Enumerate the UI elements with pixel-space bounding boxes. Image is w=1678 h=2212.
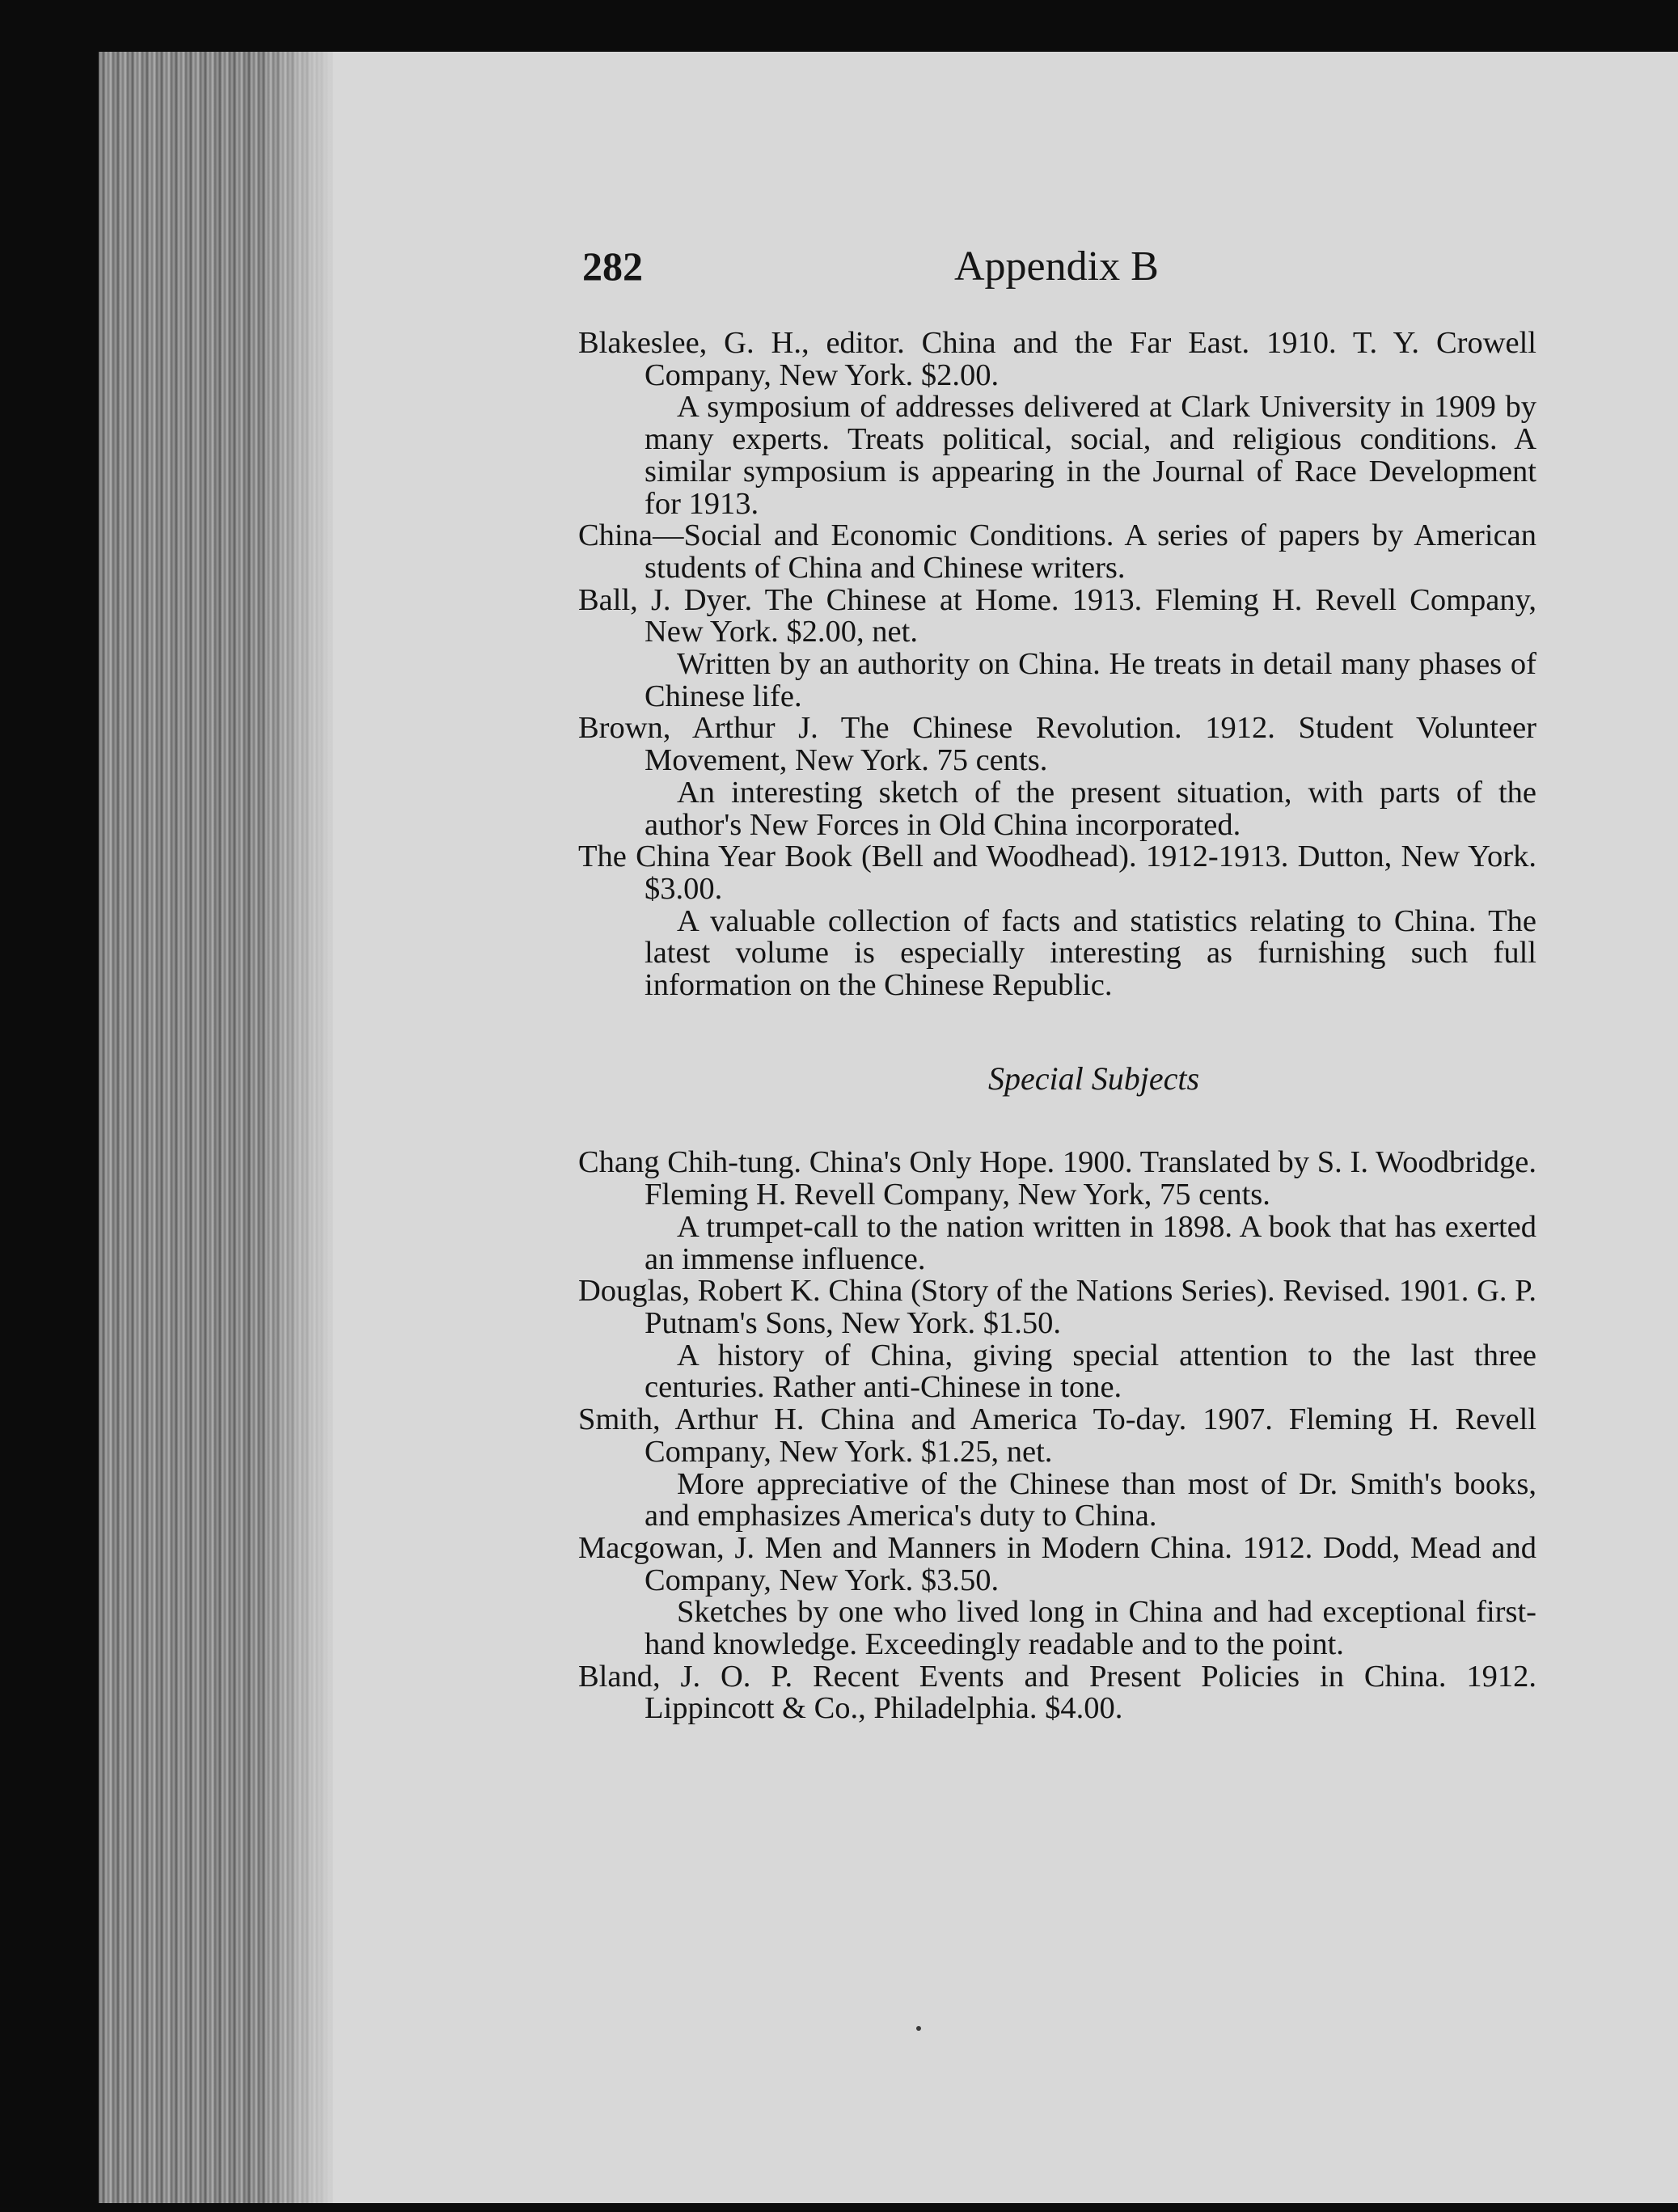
section-heading: Special Subjects [987, 1059, 1200, 1097]
bib-entry [578, 1404, 1536, 1533]
entry-citation: Bland, J. O. P. Recent Events and Present Policies in China. 1912. Lippincott & Co., Philadelphia. $4.00. [578, 1659, 1536, 1726]
entry-annotation: Sketches by one who lived long in China and had exceptional first-hand knowledge. Exceedingly readable and to the point. [645, 1595, 1536, 1662]
entry-citation: China—Social and Economic Conditions. A series of papers by American students of China and Chinese writers. [578, 518, 1536, 585]
bib-entry [578, 328, 1536, 520]
bib-entry [578, 1147, 1536, 1275]
ink-speck [916, 2026, 921, 2031]
entry-citation: The China Year Book (Bell and Woodhead). 1912-1913. Dutton, New York. $3.00. [578, 840, 1536, 906]
entry-citation: Chang Chih-tung. China's Only Hope. 1900. Translated by S. I. Woodbridge. Fleming H. Revell Company, New York, 75 cents. [578, 1145, 1536, 1212]
bib-entry [578, 841, 1536, 1002]
page-number: 282 [582, 243, 643, 289]
entry-annotation: More appreciative of the Chinese than most of Dr. Smith's books, and emphasizes America's duty to China. [645, 1466, 1536, 1533]
entry-annotation: Written by an authority on China. He treats in detail many phases of Chinese life. [645, 647, 1536, 713]
bib-entry [578, 1530, 1536, 1662]
bib-entry [578, 1661, 1536, 1725]
page-edges [99, 52, 333, 2203]
entry-annotation: A history of China, giving special attention to the last three centuries. Rather anti-Chinese in tone. [645, 1338, 1536, 1405]
entry-annotation: An interesting sketch of the present situation, with parts of the author's New Forces in Old China incorporated. [645, 775, 1536, 842]
page-header [582, 243, 1658, 307]
running-title: Appendix B [954, 243, 1159, 290]
bib-entry [578, 713, 1536, 841]
bibliography [578, 328, 1536, 1725]
entry-citation: Douglas, Robert K. China (Story of the Nations Series). Revised. 1901. G. P. Putnam's Sons, New York. $1.50. [578, 1274, 1536, 1340]
entry-annotation: A trumpet-call to the nation written in 1898. A book that has exerted an immense influence. [645, 1209, 1536, 1276]
entry-citation: Smith, Arthur H. China and America To-day. 1907. Fleming H. Revell Company, New York. $1.25, net. [578, 1402, 1536, 1469]
entry-citation: Macgowan, J. Men and Manners in Modern China. 1912. Dodd, Mead and Company, New York. $3.50. [578, 1530, 1536, 1597]
bib-entry [578, 520, 1536, 584]
entry-citation: Brown, Arthur J. The Chinese Revolution. 1912. Student Volunteer Movement, New York. 75 cents. [578, 711, 1536, 778]
general-section [578, 328, 1536, 1002]
entry-citation: Blakeslee, G. H., editor. China and the Far East. 1910. T. Y. Crowell Company, New York. $2.00. [578, 326, 1536, 392]
entry-annotation: A symposium of addresses delivered at Clark University in 1909 by many experts. Treats political, social, and religious conditions. A similar symposium is appearing in the Journal of Race Development for 1913. [645, 390, 1536, 521]
bib-entry [578, 582, 1536, 713]
special-section [578, 1147, 1536, 1725]
entry-annotation: A valuable collection of facts and statistics relating to China. The latest volume is especially interesting as furnishing such full information on the Chinese Republic. [645, 903, 1536, 1003]
entry-citation: Ball, J. Dyer. The Chinese at Home. 1913. Fleming H. Revell Company, New York. $2.00, net. [578, 582, 1536, 649]
bib-entry [578, 1275, 1536, 1404]
